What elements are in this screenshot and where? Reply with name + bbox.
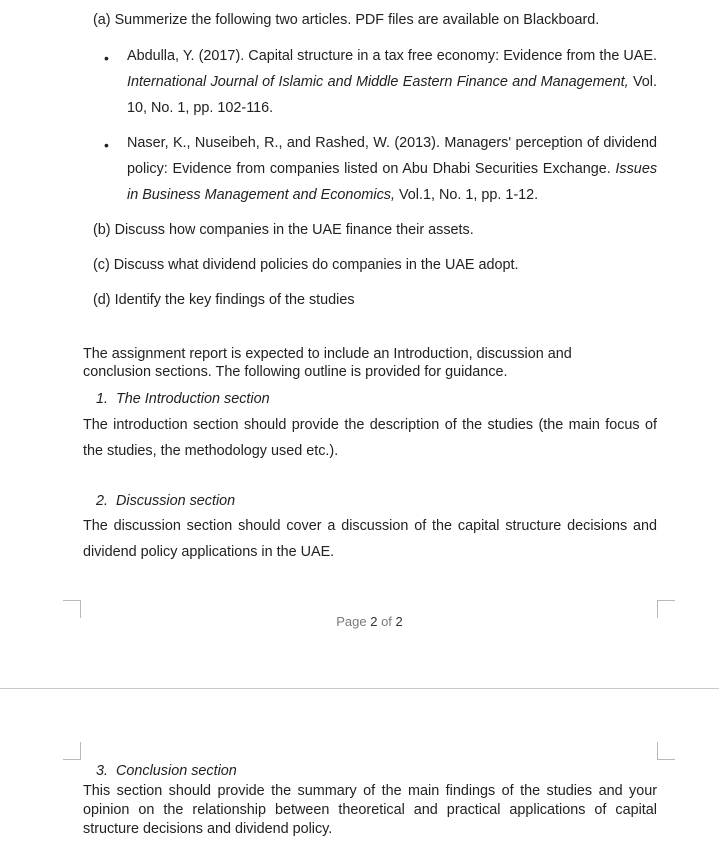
bullet-icon: • xyxy=(104,137,109,153)
bullet-icon: • xyxy=(104,50,109,66)
section-1-title: The Introduction section xyxy=(116,391,270,407)
section-2-body: The discussion section should cover a discussion of the capital structure decisions and dividend policy applications in the UAE. xyxy=(83,518,657,560)
page-indicator-of: of xyxy=(381,614,392,629)
task-c-text: (c) Discuss what dividend policies do companies in the UAE adopt. xyxy=(93,257,519,273)
assignment-intro-paragraph: The assignment report is expected to include an Introduction, discussion and conclusion sections. The following outline is provided for guidance. xyxy=(83,346,572,380)
reference-2-details: Vol.1, No. 1, pp. 1-12. xyxy=(398,187,539,203)
section-1-body: The introduction section should provide the description of the studies (the main focus of the studies, the methodology used etc.). xyxy=(83,417,657,459)
crop-mark-top-left xyxy=(63,742,81,760)
page-separator xyxy=(0,688,719,689)
page-indicator-total: 2 xyxy=(395,614,403,629)
reference-1-authors: Abdulla, Y. (2017). Capital structure in a tax free economy: Evidence from the UAE. xyxy=(127,48,657,64)
section-1-number: 1. xyxy=(96,391,109,407)
page-indicator-current: 2 xyxy=(370,614,378,629)
page-indicator xyxy=(0,614,719,629)
page-indicator-prefix: Page xyxy=(336,614,367,629)
reference-2-authors: Naser, K., Nuseibeh, R., and Rashed, W. (2013). Managers' perception of dividend policy: Evidence from companies listed on Abu Dhabi Securities Exchange. xyxy=(127,135,657,177)
reference-2-journal: Issues in Business Management and Economics, xyxy=(127,161,658,203)
section-3-number: 3. xyxy=(96,763,109,779)
reference-1-details: Vol. 10, No. 1, pp. 102-116. xyxy=(127,74,657,116)
section-2-title: Discussion section xyxy=(116,493,236,509)
section-2-heading xyxy=(96,491,235,511)
section-1-heading xyxy=(96,389,270,409)
section-3-body: This section should provide the summary of the main findings of the studies and your opinion on the relationship between theoretical and practical applications of capital structure decisions and dividend policy. xyxy=(83,783,657,837)
section-3-heading xyxy=(96,762,237,780)
crop-mark-top-right xyxy=(657,742,675,760)
reference-1-journal: International Journal of Islamic and Middle Eastern Finance and Management, xyxy=(127,74,629,90)
task-d-text: (d) Identify the key findings of the studies xyxy=(93,292,355,308)
task-b-text: (b) Discuss how companies in the UAE finance their assets. xyxy=(93,222,474,238)
task-a-text: (a) Summerize the following two articles. PDF files are available on Blackboard. xyxy=(93,12,600,28)
reference-1 xyxy=(127,43,657,121)
section-2-number: 2. xyxy=(96,493,109,509)
section-3-title: Conclusion section xyxy=(116,763,237,779)
reference-2 xyxy=(127,130,657,208)
